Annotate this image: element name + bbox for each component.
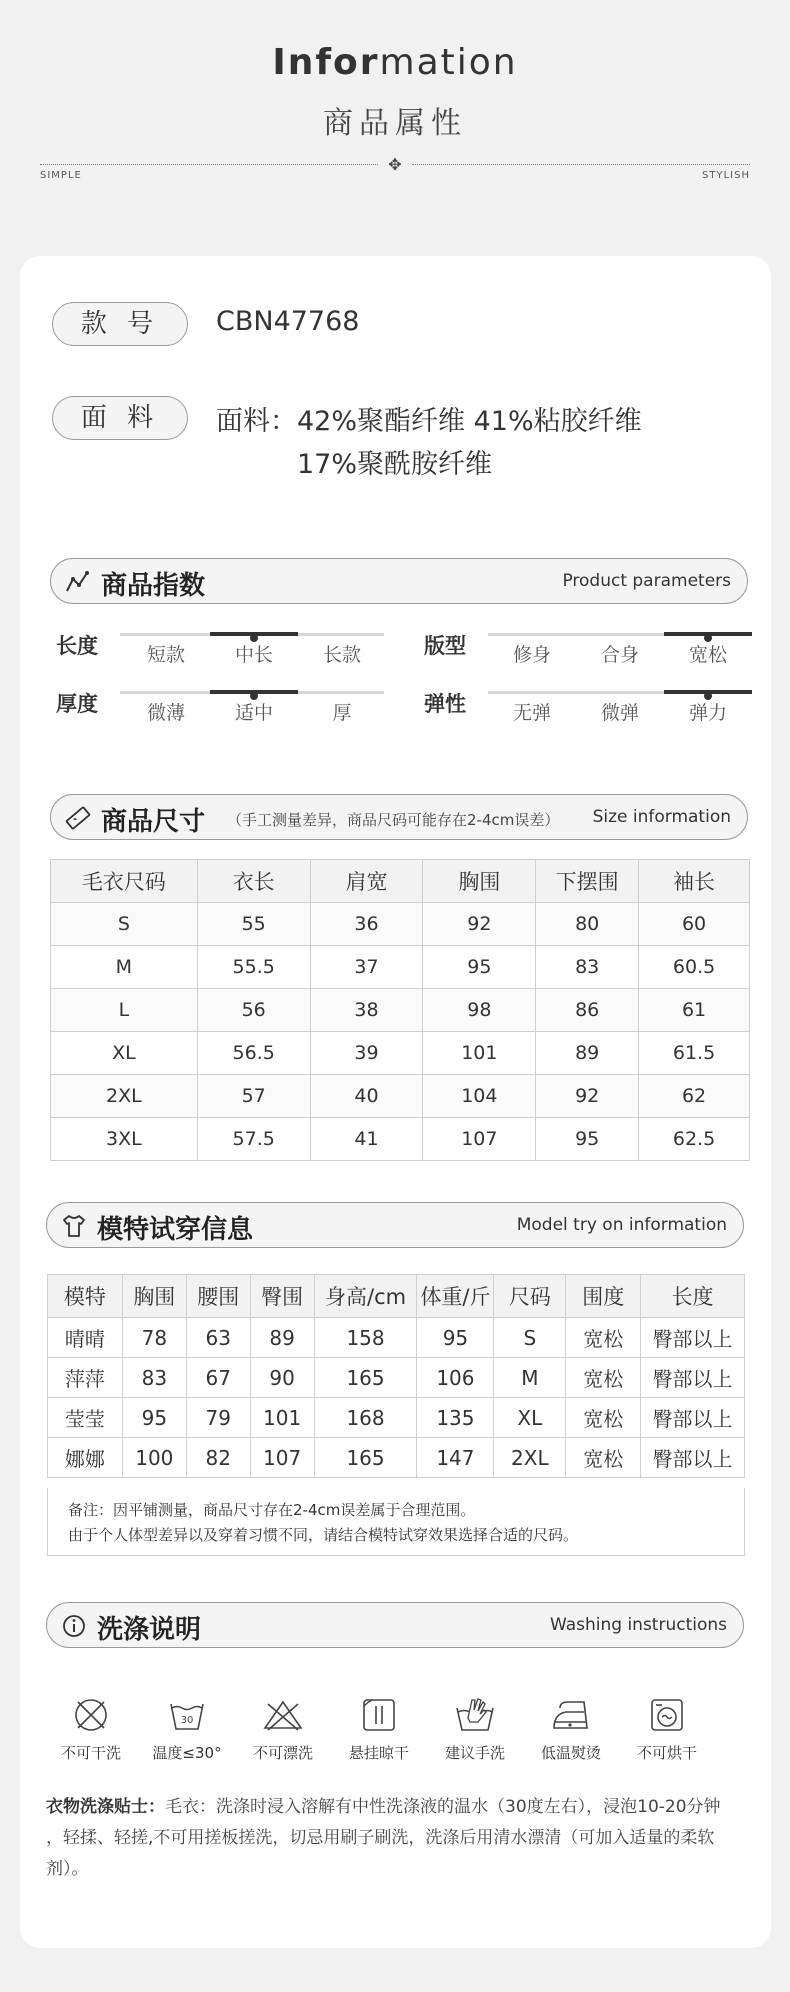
wash-item: [622, 1696, 712, 1763]
table-cell: 宽松: [566, 1438, 641, 1478]
table-header-row: [48, 1275, 745, 1318]
title-bold: Infor: [272, 42, 380, 83]
table-cell: 57.5: [197, 1118, 310, 1161]
table-row: [48, 1398, 745, 1438]
wash-section-header: [46, 1602, 744, 1648]
hang-dry-icon: [360, 1696, 398, 1734]
param-option: 合身: [600, 644, 639, 666]
table-cell: 臀部以上: [641, 1318, 745, 1358]
table-cell: 107: [423, 1118, 536, 1161]
wash-item: [142, 1696, 232, 1763]
parameters-en: Product parameters: [562, 571, 731, 591]
no-dry-clean-icon: [72, 1696, 110, 1734]
wash-temp-text: 30: [180, 1715, 194, 1726]
table-cell: S: [494, 1318, 566, 1358]
no-bleach-icon: [262, 1696, 304, 1734]
code-value: CBN47768: [216, 306, 360, 337]
model-header: 体重/斤: [417, 1275, 494, 1318]
table-cell: 55: [197, 903, 310, 946]
ruler-icon: [65, 805, 91, 831]
table-cell: 63: [186, 1318, 250, 1358]
table-cell: 158: [314, 1318, 417, 1358]
wash-tip-text-1: 毛衣：洗涤时浸入溶解有中性洗涤液的温水（30度左右），浸泡10-20分钟: [165, 1797, 721, 1817]
table-cell: 100: [122, 1438, 186, 1478]
table-cell: 宽松: [566, 1358, 641, 1398]
table-cell: 晴晴: [48, 1318, 123, 1358]
table-row: [51, 1032, 750, 1075]
table-cell: 98: [423, 989, 536, 1032]
table-cell: 3XL: [51, 1118, 198, 1161]
size-header: 下摆围: [536, 860, 639, 903]
size-table: [50, 859, 750, 1161]
size-header: 袖长: [639, 860, 750, 903]
table-cell: 83: [536, 946, 639, 989]
model-note-line-1: 备注：因平铺测量，商品尺寸存在2-4cm误差属于合理范围。: [68, 1501, 476, 1519]
table-cell: 89: [536, 1032, 639, 1075]
wash-tip-text-3: 剂）。: [46, 1859, 89, 1879]
wash-item: [526, 1696, 616, 1763]
wash-30-icon: [168, 1696, 206, 1734]
table-cell: XL: [51, 1032, 198, 1075]
table-cell: 宽松: [566, 1398, 641, 1438]
table-cell: 101: [250, 1398, 314, 1438]
size-section-header: [50, 794, 748, 840]
table-cell: L: [51, 989, 198, 1032]
size-note: （手工测量差异，商品尺码可能存在2-4cm误差）: [227, 811, 560, 829]
wash-item: [238, 1696, 328, 1763]
table-cell: 89: [250, 1318, 314, 1358]
table-cell: 106: [417, 1358, 494, 1398]
table-cell: 40: [310, 1075, 423, 1118]
table-cell: M: [51, 946, 198, 989]
param-option: 弹力: [688, 702, 727, 724]
table-cell: XL: [494, 1398, 566, 1438]
title-light: mation: [379, 42, 518, 83]
table-cell: 61.5: [639, 1032, 750, 1075]
table-cell: 55.5: [197, 946, 310, 989]
table-cell: 2XL: [494, 1438, 566, 1478]
content-card: [20, 256, 771, 1948]
table-cell: 165: [314, 1358, 417, 1398]
table-cell: 57: [197, 1075, 310, 1118]
line-chart-icon: [65, 569, 91, 595]
table-cell: 82: [186, 1438, 250, 1478]
table-cell: 62: [639, 1075, 750, 1118]
table-cell: 107: [250, 1438, 314, 1478]
size-header: 肩宽: [310, 860, 423, 903]
param-option: 宽松: [688, 644, 727, 666]
wash-item: [430, 1696, 520, 1763]
table-row: [51, 1075, 750, 1118]
param-option: 微薄: [146, 702, 185, 724]
fabric-line-1: 面料：42%聚酯纤维 41%粘胶纤维: [216, 406, 642, 437]
table-cell: 95: [536, 1118, 639, 1161]
wash-tip-label: 衣物洗涤贴士：: [46, 1797, 165, 1817]
wash-label: 建议手洗: [444, 1744, 505, 1762]
param-option: 中长: [234, 644, 273, 666]
simple-tag: SIMPLE: [40, 170, 82, 181]
code-label: 款 号: [52, 302, 188, 346]
table-cell: 80: [536, 903, 639, 946]
wash-label: 温度≤30°: [152, 1744, 222, 1762]
table-cell: 2XL: [51, 1075, 198, 1118]
page-subtitle: 商品属性: [323, 106, 467, 141]
model-header: 模特: [48, 1275, 123, 1318]
table-cell: 61: [639, 989, 750, 1032]
table-cell: 67: [186, 1358, 250, 1398]
table-cell: 臀部以上: [641, 1438, 745, 1478]
size-header: 衣长: [197, 860, 310, 903]
parameters-section-header: [50, 558, 748, 604]
parameters-title: 商品指数: [101, 571, 206, 601]
table-cell: 104: [423, 1075, 536, 1118]
wash-tips: [46, 1792, 756, 1885]
model-en: Model try on information: [516, 1215, 727, 1235]
fabric-line-2: 17%聚酰胺纤维: [297, 449, 493, 480]
table-cell: 95: [122, 1398, 186, 1438]
table-cell: 娜娜: [48, 1438, 123, 1478]
table-cell: M: [494, 1358, 566, 1398]
table-cell: 萍萍: [48, 1358, 123, 1398]
page-title: [0, 42, 790, 83]
param-option: 修身: [512, 644, 551, 666]
divider-left: [40, 164, 378, 165]
model-header: 围度: [566, 1275, 641, 1318]
table-cell: 90: [250, 1358, 314, 1398]
param-option: 长款: [322, 644, 361, 666]
model-header: 胸围: [122, 1275, 186, 1318]
cross-arrows-icon: ✥: [388, 155, 402, 174]
table-cell: 39: [310, 1032, 423, 1075]
table-row: [51, 903, 750, 946]
param-label-fit: 版型: [424, 634, 466, 658]
model-section-header: [46, 1202, 744, 1248]
wash-label: 低温熨烫: [540, 1744, 601, 1762]
table-cell: 95: [423, 946, 536, 989]
wash-label: 不可漂洗: [252, 1744, 313, 1762]
table-cell: 臀部以上: [641, 1358, 745, 1398]
wash-en: Washing instructions: [549, 1615, 727, 1635]
table-cell: 60.5: [639, 946, 750, 989]
table-header-row: [51, 860, 750, 903]
model-header: 臀围: [250, 1275, 314, 1318]
table-row: [48, 1358, 745, 1398]
table-cell: 165: [314, 1438, 417, 1478]
table-cell: 38: [310, 989, 423, 1032]
param-option: 厚: [332, 702, 352, 724]
table-cell: 臀部以上: [641, 1398, 745, 1438]
table-cell: 83: [122, 1358, 186, 1398]
size-header: 毛衣尺码: [51, 860, 198, 903]
table-cell: 95: [417, 1318, 494, 1358]
table-row: [48, 1438, 745, 1478]
model-header: 身高/cm: [314, 1275, 417, 1318]
size-header: 胸围: [423, 860, 536, 903]
table-row: [48, 1318, 745, 1358]
wash-label: 不可烘干: [636, 1744, 697, 1762]
table-cell: 62.5: [639, 1118, 750, 1161]
table-cell: 41: [310, 1118, 423, 1161]
model-table: [47, 1274, 745, 1478]
param-label-elasticity: 弹性: [424, 692, 466, 716]
wash-label: 不可干洗: [60, 1744, 121, 1762]
model-header: 腰围: [186, 1275, 250, 1318]
table-cell: 56.5: [197, 1032, 310, 1075]
wash-item: [46, 1696, 136, 1763]
no-tumble-dry-icon: [648, 1696, 686, 1734]
hand-wash-icon: [454, 1696, 496, 1734]
model-title: 模特试穿信息: [97, 1215, 254, 1245]
wash-label: 悬挂晾干: [348, 1744, 409, 1762]
table-row: [51, 946, 750, 989]
table-cell: 60: [639, 903, 750, 946]
table-cell: 92: [536, 1075, 639, 1118]
model-note-line-2: 由于个人体型差异以及穿着习惯不同，请结合模特试穿效果选择合适的尺码。: [68, 1526, 579, 1544]
param-label-thickness: 厚度: [56, 692, 98, 716]
info-icon: [61, 1613, 87, 1639]
param-option: 无弹: [512, 702, 551, 724]
table-row: [51, 1118, 750, 1161]
table-cell: 78: [122, 1318, 186, 1358]
table-cell: 莹莹: [48, 1398, 123, 1438]
table-cell: 37: [310, 946, 423, 989]
param-label-length: 长度: [56, 634, 98, 658]
table-cell: 147: [417, 1438, 494, 1478]
model-header: 尺码: [494, 1275, 566, 1318]
shirt-icon: [61, 1213, 87, 1239]
model-header: 长度: [641, 1275, 745, 1318]
table-cell: 86: [536, 989, 639, 1032]
table-cell: S: [51, 903, 198, 946]
stylish-tag: STYLISH: [702, 170, 750, 181]
table-row: [51, 989, 750, 1032]
param-option: 短款: [146, 644, 185, 666]
low-iron-icon: [550, 1696, 592, 1734]
model-note: [47, 1488, 745, 1556]
table-cell: 56: [197, 989, 310, 1032]
wash-tip-text-2: ，轻揉、轻搓,不可用搓板搓洗，切忌用刷子刷洗，洗涤后用清水漂清（可加入适量的柔软: [46, 1828, 715, 1848]
table-cell: 36: [310, 903, 423, 946]
size-en: Size information: [592, 807, 731, 827]
table-cell: 79: [186, 1398, 250, 1438]
wash-item: [334, 1696, 424, 1763]
size-title: 商品尺寸: [101, 807, 206, 837]
param-option: 适中: [234, 702, 273, 724]
fabric-label: 面 料: [52, 396, 188, 440]
wash-tip-line-1: [46, 1792, 756, 1823]
table-cell: 92: [423, 903, 536, 946]
divider-right: [412, 164, 750, 165]
table-cell: 宽松: [566, 1318, 641, 1358]
param-option: 微弹: [600, 702, 639, 724]
table-cell: 101: [423, 1032, 536, 1075]
table-cell: 135: [417, 1398, 494, 1438]
wash-title: 洗涤说明: [97, 1615, 202, 1645]
table-cell: 168: [314, 1398, 417, 1438]
